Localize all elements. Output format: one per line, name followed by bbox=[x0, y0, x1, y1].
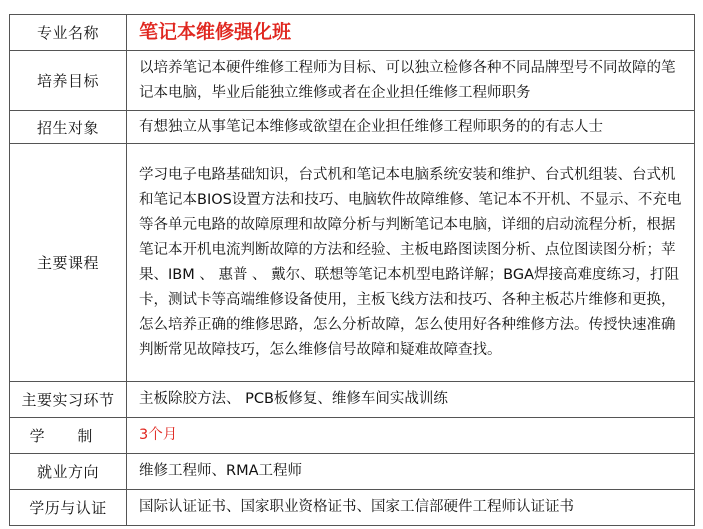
row-label-certification: 学历与认证 bbox=[10, 490, 127, 525]
row-value-courses bbox=[127, 144, 695, 381]
certification-text: 国际认证证书、国家职业资格证书、国家工信部硬件工程师认证证书 bbox=[139, 499, 574, 515]
row-label-courses: 主要课程 bbox=[10, 144, 127, 381]
practice-text: 主板除胶方法、 PCB板修复、维修车间实战训练 bbox=[139, 391, 448, 407]
row-label-duration: 学 制 bbox=[10, 418, 127, 453]
course-info-table bbox=[9, 14, 695, 526]
row-value-target bbox=[127, 111, 695, 143]
goal-text: 以培养笔记本硬件维修工程师为目标、可以独立检修各种不同品牌型号不同故障的笔记本电脑，毕业后能独立维修或者在企业担任维修工程师职务 bbox=[139, 59, 676, 101]
row-label-major: 专业名称 bbox=[10, 15, 127, 50]
table-row bbox=[10, 111, 695, 144]
major-name: 笔记本维修强化班 bbox=[139, 21, 292, 43]
table-row bbox=[10, 15, 695, 51]
table-row bbox=[10, 418, 695, 454]
row-label-goal: 培养目标 bbox=[10, 51, 127, 110]
row-value-practice bbox=[127, 382, 695, 417]
target-text: 有想独立从事笔记本维修或欲望在企业担任维修工程师职务的的有志人士 bbox=[139, 118, 603, 135]
courses-text: 学习电子电路基础知识，台式机和笔记本电脑系统安装和维护、台式机组装、台式机和笔记本BIOS设置方法和技巧、电脑软件故障维修、笔记本不开机、不显示、不充电等各单元电路的故障原理和故障分析与判断笔记本电脑，详细的启动流程分析，根据笔记本开机电流判断故障的方法和经验、主板电路图读图分析、点位图读图分析；苹果、IBM 、 惠普 、 戴尔、联想等笔记本机型电路详解；BGA焊接高难度练习，打阻卡，测试卡等高端维修设备使用，主板飞线方法和技巧、各种主板芯片维修和更换，怎么培养正确的维修思路，怎么分析故障，怎么使用好各种维修方法。传授快速准确判断常见故障技巧，怎么维修信号故障和疑难故障查找。 bbox=[139, 166, 682, 358]
table-row bbox=[10, 490, 695, 526]
row-value-goal bbox=[127, 51, 695, 110]
row-value-duration bbox=[127, 418, 695, 453]
employment-text: 维修工程师、RMA工程师 bbox=[139, 463, 303, 479]
duration-text: 3个月 bbox=[139, 427, 178, 443]
table-row bbox=[10, 144, 695, 382]
row-label-practice: 主要实习环节 bbox=[10, 382, 127, 417]
table-row bbox=[10, 454, 695, 490]
row-label-employment: 就业方向 bbox=[10, 454, 127, 489]
row-label-target: 招生对象 bbox=[10, 111, 127, 143]
row-value-major bbox=[127, 15, 695, 50]
table-row bbox=[10, 51, 695, 111]
table-row bbox=[10, 382, 695, 418]
row-value-employment bbox=[127, 454, 695, 489]
row-value-certification bbox=[127, 490, 695, 525]
